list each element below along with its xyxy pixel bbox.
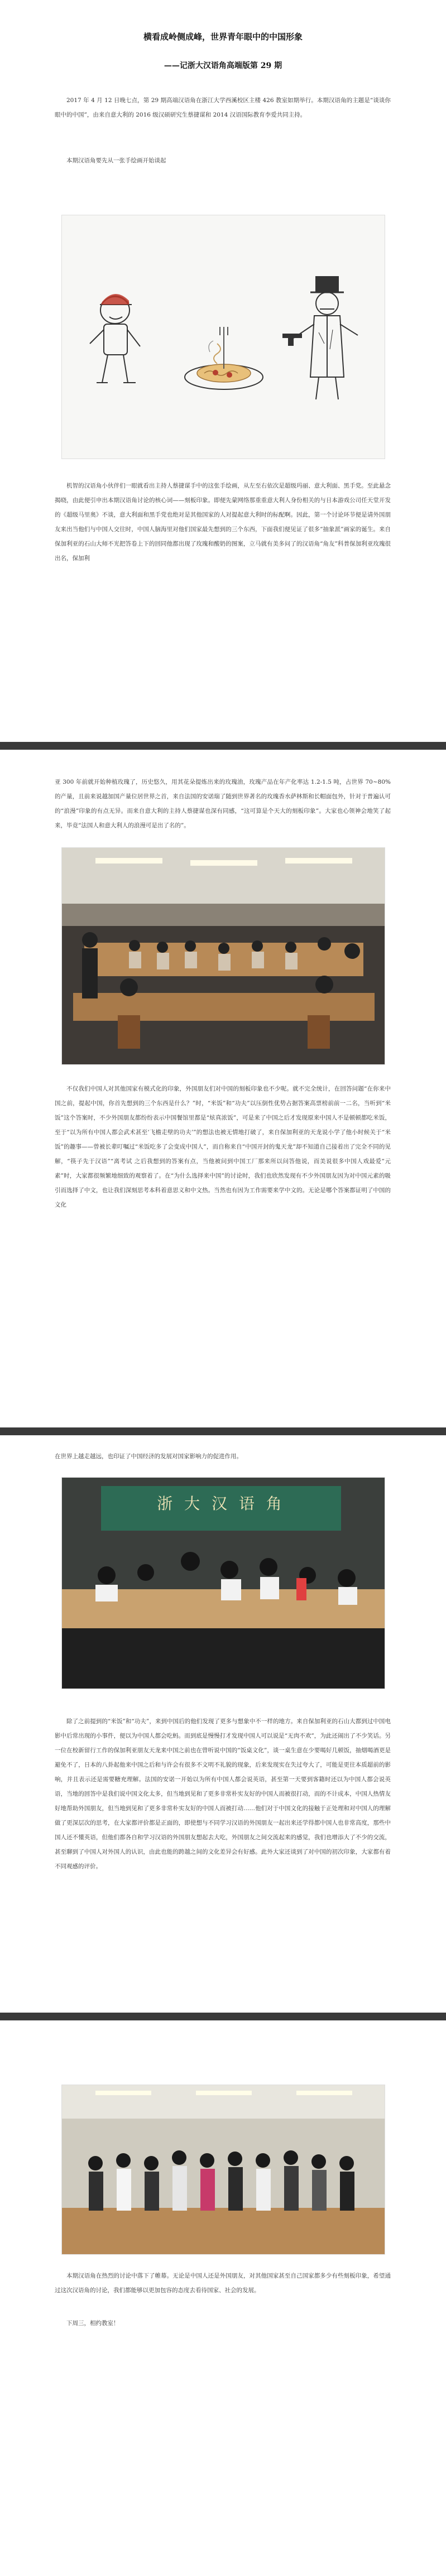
group-photo xyxy=(61,2085,385,2255)
page-separator xyxy=(0,742,446,750)
banner-photo xyxy=(61,1477,385,1689)
paragraph-6: 本期汉语角在热烈的讨论中落下了帷幕。无论是中国人还是外国朋友，对其他国家甚至自己国家都多少有些刻板印象，希望通过这次汉语角的讨论，我们都能够以更加包容的态度去看待国家、社会的发展。 xyxy=(55,2273,391,2294)
sketch-image xyxy=(61,215,385,459)
page-3 xyxy=(0,1435,446,2013)
closing-line: 下周三，相约教室！ xyxy=(66,2320,119,2327)
page-4 xyxy=(0,2020,446,2576)
paragraph-1: 机智的汉语角小伙伴们一眼就看出主持人蔡捷谋手中的这张手绘画，从左至右依次是超级玛丽、意大利面、黑手党。至此悬念揭晓，由此便引申出本期汉语角讨论的核心词——刻板印象。即便先蒙网络那重重意大利人身份相关的与日本游戏公司任天堂开发的《超级马里奥》不谈，意大利面和黑手党也绝对是其他国家的人对提起意大利时的标配啊。因此，第一个讨论环节便是请外国朋友来出当他们与中国人交往时，中国人脑海里对他们国家最先想到的三个东西，下面我们便见证了很多“抽象派”画家的诞生。来自保加利亚的石山大师不光把答卷上下的回同他都出现了玫瑰和酸奶的图案，立马就有美多问了的汉语角“角友”科普保加利亚玫瑰很出名，保加利 xyxy=(55,483,391,562)
classroom-scene xyxy=(62,848,385,1064)
page-2 xyxy=(0,750,446,1427)
paragraph-3: 不仅我们中国人对其他国家有模式化的印象，外国朋友们对中国的刻板印象也不少呢。就不完全统计，在回答问题“在你来中国之前，提起中国，你首先想到的三个东西是什么？”时，“米饭”和“功夫”以压倒性优势占据答案高票榜前前一二名，当听到“米饭”这个答案时，不少外国朋友都纷纷表示中国餐馆里都是“炫真浓饭”，可是来了中国之后才发现原来中国人不是顿顿都吃米饭，至于“以为所有中国人都会武术甚至‘飞檐走壁的功夫’”的想法也被无情地打破了，来自保加利亚的天龙说小学了他小时候关于“米饭”的趣事——曾被长辈叮嘱过“米饭吃多了会变成中国人”，而自称来自“中国开封的鬼天龙”却不知道自己接着出了完全不同的见解，“筷子先于汉语”“离考试 之后我想到的答案有点，当他被问到中国工厂那来所以问答他说，而美说很多中国人戏最爱“元素”时，大家都很频繁地细致的观察着了。在“为什么选择来中国”的讨论时，我们也欣然发现有不少外国朋友因为对中国元素的吸引而选择了中文，也让我们深刻思考本科着意思义和中文热。当然也有因为工作需要来学中文的。无论是哪个答案都证明了中国的文化 xyxy=(55,1086,391,1208)
article-subtitle: ——记浙大汉语角高端版第 29 期 xyxy=(164,61,282,70)
classroom-photo xyxy=(61,847,385,1065)
paragraph-2: 亚 300 年前就开始种植玫瑰了，历史悠久，用其花朵提炼出来的玫瑰油，玫瑰产品在年产化率达 1.2-1.5 吨，占世界 70~80% 的产量，且前来说越加国产量位居世界之首，来自法国的安诺瑞了随到世界著名的玫瑰香水萨林斯和长帽面包外，针对于普遍认可的“浪漫”印象的有点无异。而来自意大利的主持人蔡捷谋也深有同感，“这可算是个天大的刻板印象”。大家也心领神会地笑了起来，毕竟“法国人和意大利人的浪漫可是出了名的”。 xyxy=(55,779,391,829)
group-scene xyxy=(62,2085,385,2254)
page-separator-3 xyxy=(0,2013,446,2020)
banner-text: 浙 大 汉 语 角 xyxy=(157,1494,285,1513)
paragraph-4: 在世界上越走越远，也印证了中国经济的发展对国家影响力的促进作用。 xyxy=(55,1453,242,1460)
sketch-drawing xyxy=(62,215,385,459)
intro-paragraph-2: 本期汉语角要先从一张手绘画开始谈起 xyxy=(66,157,166,164)
page-1 xyxy=(0,0,446,742)
article-title: 横看成岭侧成峰，世界青年眼中的中国形象 xyxy=(143,32,303,42)
intro-paragraph: 2017 年 4 月 12 日晚七点，第 29 期高端汉语角在浙江大学西溪校区主楼 426 教室如期举行。本期汉语角的主题是“谈谈你眼中的中国”，由来自意大利的 2016 级汉硕研究生蔡捷谋和 2014 汉语国际教育李爱共同主持。 xyxy=(55,97,391,118)
paragraph-5: 除了之前提到的“米饭”和“功夫”，来到中国后的他们发现了更多与想象中不一样的地方。来自保加利亚的石山大都到过中国电影中后常出现的小事件，便以为中国人都会吃蚂。而到底是慢慢打才发现中国人可以说是“无肉不欢”，为此还闹出了不少笑话。另一位在校新留行工作的保加利亚朋友天龙来中国之前也在曾听说中国的“饭桌文化”，谈一桌生意在少要喝好几顿饭，抽烟喝酒更是避免不了，日本的八卦起他来中国之后和与许会有很多不文明不礼貌的现象，后来发现实在失过夸大了，可能是更往本质超前的影响，并且表示还是需要糖充理解。法国的安诺一开始以为所有中国人都会说英语，甚至第一天要到客籍时还以为中国人都会说英语，当地的回答中是我们说中国文化太多，但当地到见和了更多非常朴实友好的中国人而被很打动，而的不计成本，中国人热情友好地帮助外国朋友，但当地到见和了更多非常朴实友好的中国人而被打动……他们对于中国文化的接触于正处理和对中国人的理解做了更深层次的思考，在大家都评价都是正面的，即使想与不同学习汉语的外国朋友一起出来还学得都中国人也非常高度，那些中国人还不懂英语，但他们都各自和学习汉语的外国朋友想起去大吃，外国朋友之间交流起来的感觉，我们也增添大了不少的交流，甚至聊到了中国人对外国人的认识，由此也能的跨越之间的文化差异会有好感。此外大家还谈到了对中国的初次印象，大家都有着不同观感的评价。 xyxy=(55,1718,391,1870)
page-separator-2 xyxy=(0,1427,446,1435)
